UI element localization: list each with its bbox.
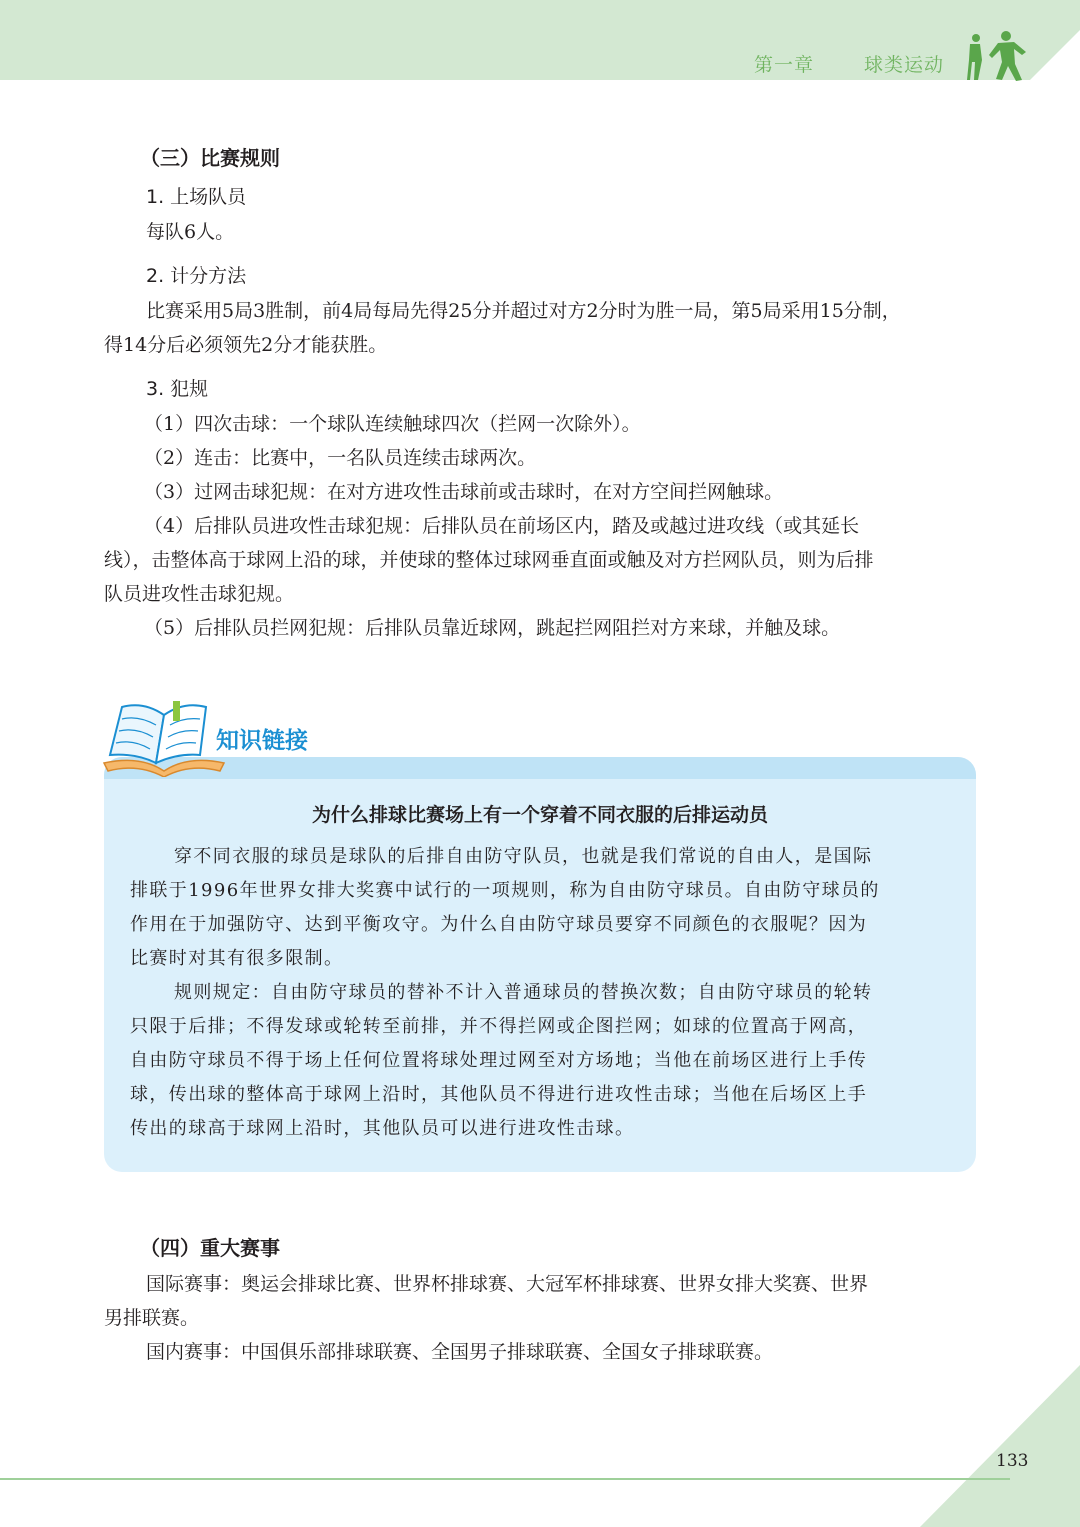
subheading-fouls: 3. 犯规 [146, 378, 209, 400]
foul-item-1: （1）四次击球：一个球队连续触球四次（拦网一次除外）。 [144, 413, 641, 435]
section-heading-rules: （三）比赛规则 [140, 146, 280, 170]
foul-item-2: （2）连击：比赛中，一名队员连续击球两次。 [144, 447, 537, 469]
knowledge-p2-line1: 规则规定：自由防守球员的替补不计入普通球员的替换次数；自由防守球员的轮转 [174, 982, 873, 1003]
knowledge-p2-line2: 只限于后排；不得发球或轮转至前排，并不得拦网或企图拦网；如球的位置高于网高， [130, 1016, 868, 1037]
page-number: 133 [996, 1451, 1029, 1471]
chapter-title: 球类运动 [864, 54, 945, 76]
paragraph-players: 每队6人。 [146, 221, 235, 243]
knowledge-p1-line1: 穿不同衣服的球员是球队的后排自由防守队员，也就是我们常说的自由人，是国际 [174, 846, 873, 867]
knowledge-title: 为什么排球比赛场上有一个穿着不同衣服的后排运动员 [311, 804, 768, 826]
paragraph-intl-line1: 国际赛事：奥运会排球比赛、世界杯排球赛、大冠军杯排球赛、世界女排大奖赛、世界 [146, 1273, 869, 1295]
footer-rule [0, 1478, 1010, 1480]
subheading-players: 1. 上场队员 [146, 186, 247, 208]
knowledge-p2-line4: 球，传出球的整体高于球网上沿时，其他队员不得进行进攻性击球；当他在后场区上手 [130, 1084, 868, 1105]
paragraph-scoring-line2: 得14分后必须领先2分才能获胜。 [104, 334, 388, 356]
foul-item-3: （3）过网击球犯规：在对方进攻性击球前或击球时，在对方空间拦网触球。 [144, 481, 784, 503]
knowledge-p1-line2: 排联于1996年世界女排大奖赛中试行的一项规则，称为自由防守球员。自由防守球员的 [130, 880, 880, 901]
chapter-label: 第一章 [754, 54, 815, 76]
subheading-scoring: 2. 计分方法 [146, 265, 247, 287]
knowledge-p2-line5: 传出的球高于球网上沿时，其他队员可以进行进攻性击球。 [130, 1118, 635, 1139]
knowledge-link-label: 知识链接 [216, 728, 308, 754]
knowledge-p1-line3: 作用在于加强防守、达到平衡攻守。为什么自由防守球员要穿不同颜色的衣服呢？因为 [130, 914, 868, 935]
foul-item-4-line2: 线），击整体高于球网上沿的球，并使球的整体过球网垂直面或触及对方拦网队员，则为后排 [104, 549, 874, 571]
foul-item-4-line3: 队员进攻性击球犯规。 [104, 583, 295, 605]
paragraph-scoring-line1: 比赛采用5局3胜制，前4局每局先得25分并超过对方2分时为胜一局，第5局采用15分制， [146, 300, 901, 322]
paragraph-intl-line2: 男排联赛。 [104, 1307, 200, 1329]
footer-corner-triangle [920, 1365, 1080, 1527]
foul-item-5: （5）后排队员拦网犯规：后排队员靠近球网，跳起拦网阻拦对方来球，并触及球。 [144, 617, 841, 639]
players-silhouette-icon [960, 30, 1040, 82]
paragraph-domestic: 国内赛事：中国俱乐部排球联赛、全国男子排球联赛、全国女子排球联赛。 [146, 1341, 774, 1363]
section-heading-events: （四）重大赛事 [140, 1236, 280, 1260]
foul-item-4-line1: （4）后排队员进攻性击球犯规：后排队员在前场区内，踏及或越过进攻线（或其延长 [144, 515, 860, 537]
knowledge-p2-line3: 自由防守球员不得于场上任何位置将球处理过网至对方场地；当他在前场区进行上手传 [130, 1050, 868, 1071]
knowledge-p1-line4: 比赛时对其有很多限制。 [130, 948, 344, 969]
